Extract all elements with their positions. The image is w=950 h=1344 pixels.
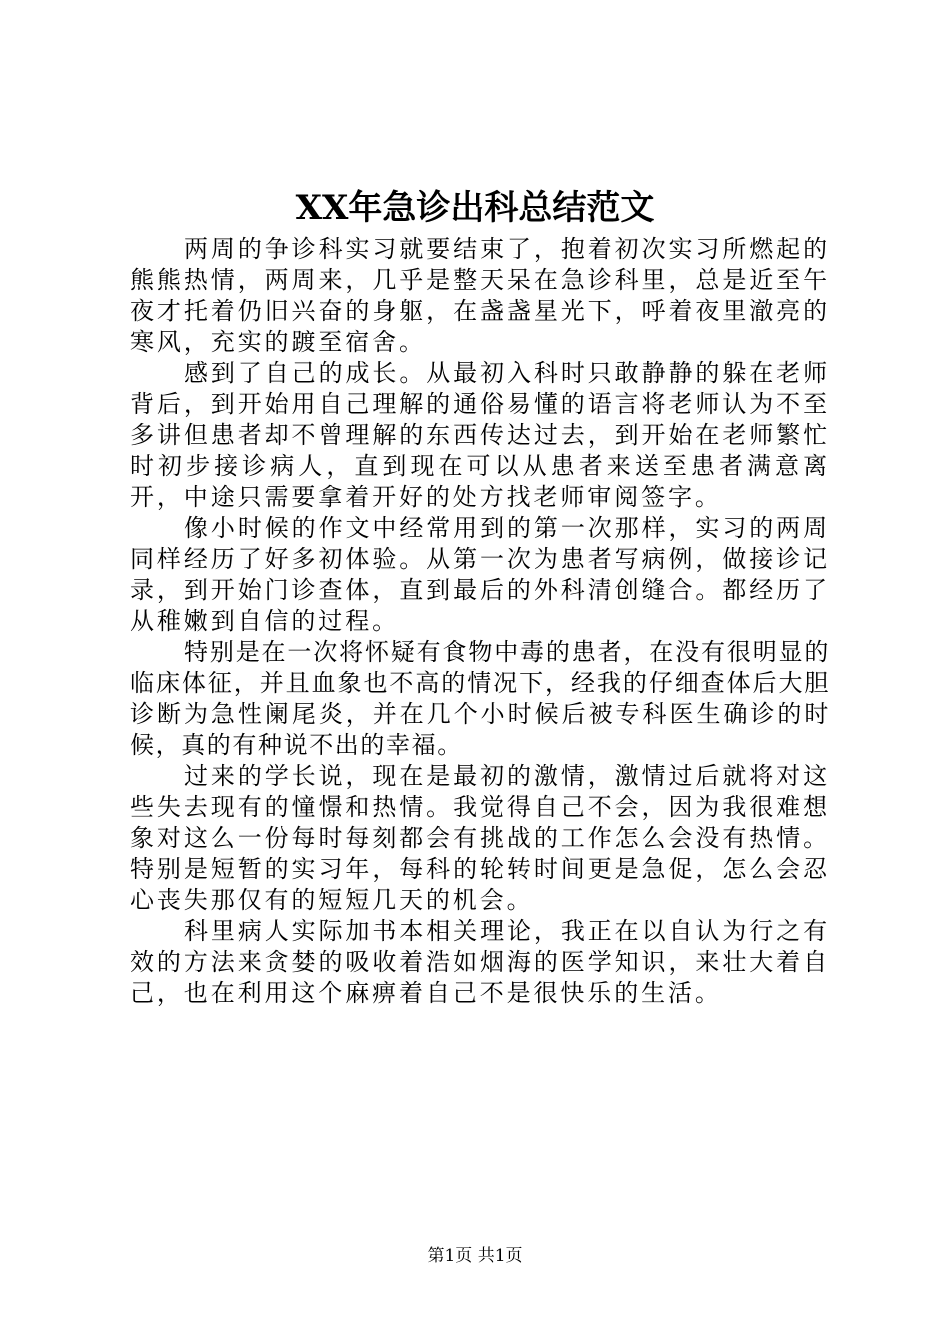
paragraph-2: 感到了自己的成长。从最初入科时只敢静静的躲在老师背后，到开始用自己理解的通俗易懂的语言将老师认为不至多讲但患者却不曾理解的东西传达过去，到开始在老师繁忙时初步接诊病人，直到现在可以从患者来送至患者满意离开，中途只需要拿着开好的处方找老师审阅签字。 [130,359,830,511]
paragraph-3: 像小时候的作文中经常用到的第一次那样，实习的两周同样经历了好多初体验。从第一次为患者写病例，做接诊记录，到开始门诊查体，直到最后的外科清创缝合。都经历了从稚嫩到自信的过程。 [130,514,830,635]
paragraph-6: 科里病人实际加书本相关理论，我正在以自认为行之有效的方法来贪婪的吸收着浩如烟海的医学知识，来壮大着自己，也在利用这个麻痹着自己不是很快乐的生活。 [130,917,830,1007]
page-footer: 第1页 共1页 [427,1246,523,1266]
paragraph-4: 特别是在一次将怀疑有食物中毒的患者，在没有很明显的临床体征，并且血象也不高的情况下，经我的仔细查体后大胆诊断为急性阑尾炎，并在几个小时候后被专科医生确诊的时候，真的有种说不出的幸福。 [130,638,830,759]
paragraph-5: 过来的学长说，现在是最初的激情，激情过后就将对这些失去现有的憧憬和热情。我觉得自己不会，因为我很难想象对这么一份每时每刻都会有挑战的工作怎么会没有热情。特别是短暂的实习年，每科的轮转时间更是急促，怎么会忍心丧失那仅有的短短几天的机会。 [130,762,830,914]
paragraph-1: 两周的争诊科实习就要结束了，抱着初次实习所燃起的熊熊热情，两周来，几乎是整天呆在急诊科里，总是近至午夜才托着仍旧兴奋的身躯，在盏盏星光下，呼着夜里澈亮的寒风，充实的踱至宿舍。 [130,235,830,356]
document-body [130,234,830,1009]
document-title: XX年急诊出科总结范文 [295,188,655,228]
